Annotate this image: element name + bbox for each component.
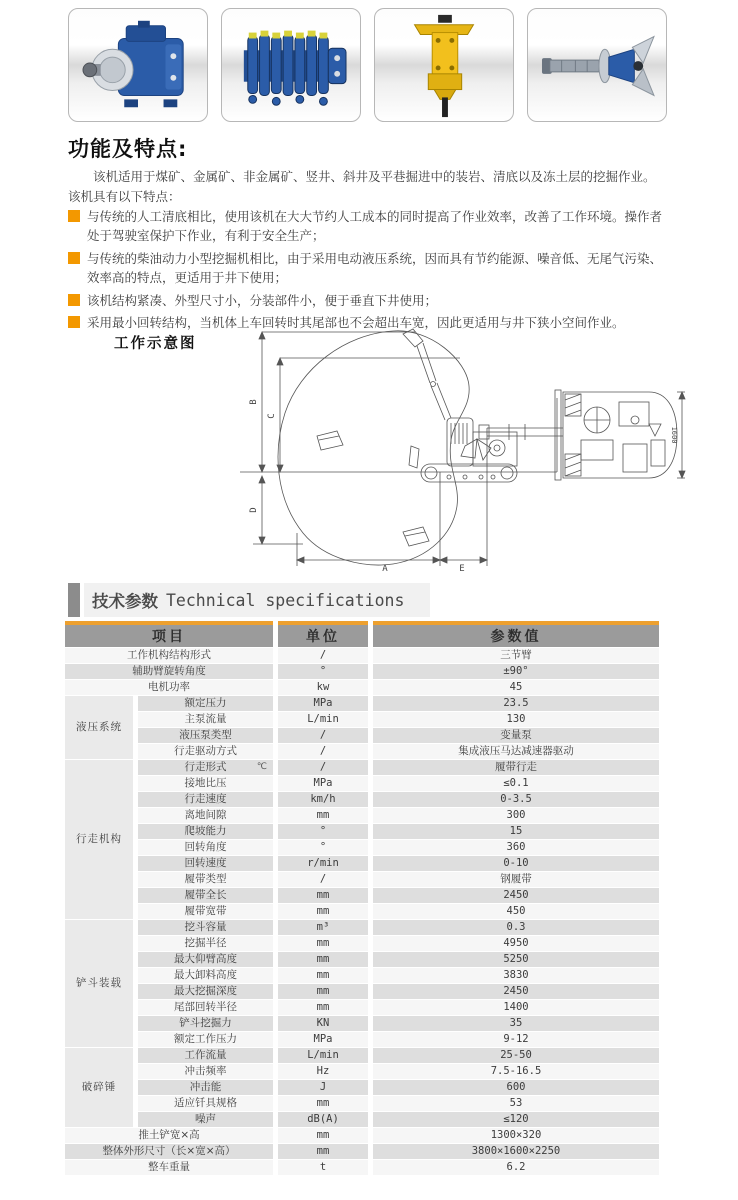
feature-list <box>68 207 668 335</box>
spec-row <box>65 1144 659 1159</box>
specs-title-en: Technical specifications <box>166 590 405 610</box>
spec-unit-cell: m³ <box>278 920 368 935</box>
spec-value-cell: 1300×320 <box>373 1128 659 1143</box>
spec-item-cell: 电机功率 <box>65 680 273 695</box>
spec-unit-cell: mm <box>278 984 368 999</box>
spec-unit-cell: MPa <box>278 776 368 791</box>
spec-value-cell: 3800×1600×2250 <box>373 1144 659 1159</box>
col-header-value: 参数值 <box>373 621 659 647</box>
spec-item-cell: 最大挖掘深度 <box>138 984 273 999</box>
spec-value-cell: 三节臂 <box>373 648 659 663</box>
spec-row <box>65 1032 659 1047</box>
spec-row <box>65 648 659 663</box>
hydraulic-breaker-image <box>375 9 513 121</box>
spec-row <box>65 1160 659 1175</box>
spec-item-cell: 履带全长 <box>138 888 273 903</box>
spec-unit-cell: mm <box>278 1096 368 1111</box>
spec-item-cell: 冲击能 <box>138 1080 273 1095</box>
spec-row <box>65 680 659 695</box>
feature-text: 采用最小回转结构，当机体上车回转时其尾部也不会超出车宽，因此更适用与井下狭小空间作业。 <box>87 314 625 330</box>
orange-bullet-icon <box>68 210 80 222</box>
spec-row <box>65 952 659 967</box>
specs-title-zh: 技术参数 <box>92 592 158 611</box>
spec-value-cell: 变量泵 <box>373 728 659 743</box>
spec-row <box>65 696 659 711</box>
spec-unit-cell: dB(A) <box>278 1112 368 1127</box>
spec-value-cell: 450 <box>373 904 659 919</box>
dim-label-b: B <box>249 399 259 405</box>
col-header-item: 项目 <box>65 621 273 647</box>
spec-item-cell: 主泵流量 <box>138 712 273 727</box>
dim-label-e: E <box>459 564 465 574</box>
spec-value-cell: 集成液压马达减速器驱动 <box>373 744 659 759</box>
spec-item-cell: 最大卸料高度 <box>138 968 273 983</box>
spec-item-cell: 工作机构结构形式 <box>65 648 273 663</box>
spec-unit-cell: mm <box>278 1144 368 1159</box>
spec-unit-cell: MPa <box>278 696 368 711</box>
spec-unit-cell: / <box>278 728 368 743</box>
spec-item-cell: 行走驱动方式 <box>138 744 273 759</box>
spec-item-cell: 整车重量 <box>65 1160 273 1175</box>
features-intro: 该机适用于煤矿、金属矿、非金属矿、竖井、斜井及平巷掘进中的装岩、清底以及冻土层的挖掘作业。该机具有以下特点： <box>68 169 656 204</box>
spec-row <box>65 936 659 951</box>
spec-value-cell: 0-10 <box>373 856 659 871</box>
feature-text: 与传统的柴油动力小型挖掘机相比，由于采用电动液压系统，因而具有节约能源、噪音低、无尾气污染、效率高的特点，更适用于井下使用； <box>87 250 663 286</box>
product-card-hydraulic-breaker[interactable] <box>374 8 514 122</box>
spec-value-cell: 53 <box>373 1096 659 1111</box>
spec-value-cell: 1400 <box>373 1000 659 1015</box>
spec-row <box>65 840 659 855</box>
spec-unit-cell: mm <box>278 968 368 983</box>
feature-text: 与传统的人工清底相比，使用该机在大大节约人工成本的同时提高了作业效率，改善了工作环境。操作者处于驾驶室保护下作业，有利于安全生产； <box>87 209 663 244</box>
spec-value-cell: 3830 <box>373 968 659 983</box>
spec-row <box>65 888 659 903</box>
spec-item-cell: 噪声 <box>138 1112 273 1127</box>
spec-item-cell: 行走速度 <box>138 792 273 807</box>
spec-item-cell: 履带类型 <box>138 872 273 887</box>
spec-value-cell: ±90° <box>373 664 659 679</box>
spec-value-cell: 2450 <box>373 984 659 999</box>
spec-row <box>65 1016 659 1031</box>
spec-item-cell: 离地间隙 <box>138 808 273 823</box>
spec-unit-cell: L/min <box>278 1048 368 1063</box>
spec-value-cell: 35 <box>373 1016 659 1031</box>
feature-item <box>68 291 668 310</box>
specs-section-title <box>84 583 430 617</box>
spec-unit-cell: Hz <box>278 1064 368 1079</box>
spec-unit-cell: / <box>278 872 368 887</box>
spec-item-cell: 尾部回转半径 <box>138 1000 273 1015</box>
spec-unit-cell: / <box>278 648 368 663</box>
spec-value-cell: 2450 <box>373 888 659 903</box>
spec-group-cell: 铲斗装载 <box>65 920 133 1047</box>
orange-bullet-icon <box>68 294 80 306</box>
spec-unit-cell: ° <box>278 664 368 679</box>
spec-row <box>65 808 659 823</box>
spec-unit-cell: MPa <box>278 1032 368 1047</box>
dim-label-d: D <box>249 507 259 513</box>
spec-item-cell: 回转角度 <box>138 840 273 855</box>
spec-value-cell: 360 <box>373 840 659 855</box>
spec-group-cell: 行走机构 <box>65 760 133 919</box>
spec-unit-cell: mm <box>278 808 368 823</box>
spec-row <box>65 872 659 887</box>
product-card-control-valve[interactable] <box>221 8 361 122</box>
spec-row <box>65 776 659 791</box>
spec-value-cell: 履带行走 <box>373 760 659 775</box>
spec-row <box>65 792 659 807</box>
spec-value-cell: 300 <box>373 808 659 823</box>
spec-item-cell: 液压泵类型 <box>138 728 273 743</box>
spec-item-cell: 适应钎具规格 <box>138 1096 273 1111</box>
dim-label-a: A <box>382 564 388 574</box>
spec-row <box>65 1048 659 1063</box>
spec-value-cell: ≤0.1 <box>373 776 659 791</box>
orange-bullet-icon <box>68 316 80 328</box>
hydraulic-pump-image <box>69 9 207 121</box>
spec-row <box>65 904 659 919</box>
spec-value-cell: 6.2 <box>373 1160 659 1175</box>
spec-value-cell: 5250 <box>373 952 659 967</box>
spec-row <box>65 920 659 935</box>
spec-value-cell: 4950 <box>373 936 659 951</box>
specs-section-header <box>68 583 430 617</box>
section-bar-icon <box>68 583 80 617</box>
spec-value-cell: ≤120 <box>373 1112 659 1127</box>
spec-item-cell: 挖掘半径 <box>138 936 273 951</box>
spec-value-cell: 15 <box>373 824 659 839</box>
spec-item-cell: 接地比压 <box>138 776 273 791</box>
spec-item-cell: 行走形式 ℃ <box>138 760 273 775</box>
spec-item-cell: 回转速度 <box>138 856 273 871</box>
feature-text: 该机结构紧凑、外型尺寸小，分装部件小，便于垂直下井使用； <box>87 292 438 308</box>
product-card-spreader-tool[interactable] <box>527 8 667 122</box>
spec-group-cell: 破碎锤 <box>65 1048 133 1127</box>
control-valve-bank-image <box>222 9 360 121</box>
spec-unit-cell: / <box>278 760 368 775</box>
spec-unit-cell: mm <box>278 936 368 951</box>
features-title: 功能及特点: <box>68 137 188 161</box>
spec-item-cell: 额定工作压力 <box>138 1032 273 1047</box>
spec-unit-cell: ° <box>278 824 368 839</box>
spec-unit-cell: km/h <box>278 792 368 807</box>
spec-unit-cell: ° <box>278 840 368 855</box>
spec-group-cell: 液压系统 <box>65 696 133 759</box>
orange-bullet-icon <box>68 252 80 264</box>
spreader-tool-image <box>528 9 666 121</box>
spec-item-cell: 额定压力 <box>138 696 273 711</box>
spec-row <box>65 968 659 983</box>
spec-row <box>65 856 659 871</box>
feature-item <box>68 249 668 288</box>
spec-item-cell: 冲击频率 <box>138 1064 273 1079</box>
spec-item-cell: 推土铲宽×高 <box>65 1128 273 1143</box>
spec-unit-cell: L/min <box>278 712 368 727</box>
spec-row <box>65 1128 659 1143</box>
spec-unit-cell: mm <box>278 904 368 919</box>
spec-unit-cell: mm <box>278 1000 368 1015</box>
product-card-hydraulic-pump[interactable] <box>68 8 208 122</box>
spec-row <box>65 744 659 759</box>
spec-item-cell: 挖斗容量 <box>138 920 273 935</box>
spec-value-cell: 7.5-16.5 <box>373 1064 659 1079</box>
specs-table <box>65 620 659 1176</box>
spec-unit-cell: t <box>278 1160 368 1175</box>
feature-item <box>68 207 668 246</box>
spec-unit-cell: kw <box>278 680 368 695</box>
spec-value-cell: 0.3 <box>373 920 659 935</box>
spec-item-cell: 整体外形尺寸（长×宽×高） <box>65 1144 273 1159</box>
spec-row <box>65 824 659 839</box>
spec-value-cell: 钢履带 <box>373 872 659 887</box>
spec-unit-cell: J <box>278 1080 368 1095</box>
spec-value-cell: 25-50 <box>373 1048 659 1063</box>
spec-item-cell: 履带宽带 <box>138 904 273 919</box>
spec-value-cell: 9-12 <box>373 1032 659 1047</box>
spec-row <box>65 1112 659 1127</box>
spec-row <box>65 1064 659 1079</box>
spec-item-cell: 辅助臂旋转角度 <box>65 664 273 679</box>
spec-unit-cell: r/min <box>278 856 368 871</box>
spec-row <box>65 1096 659 1111</box>
spec-item-cell: 工作流量 <box>138 1048 273 1063</box>
spec-header-row <box>65 621 659 647</box>
spec-row <box>65 984 659 999</box>
spec-unit-cell: KN <box>278 1016 368 1031</box>
spec-value-cell: 600 <box>373 1080 659 1095</box>
spec-row <box>65 760 659 775</box>
spec-value-cell: 130 <box>373 712 659 727</box>
spec-item-cell: 爬坡能力 <box>138 824 273 839</box>
spec-row <box>65 1000 659 1015</box>
spec-value-cell: 23.5 <box>373 696 659 711</box>
spec-row <box>65 728 659 743</box>
spec-item-note: ℃ <box>256 762 267 772</box>
diagram-title: 工作示意图 <box>114 336 197 352</box>
spec-item-cell: 铲斗挖掘力 <box>138 1016 273 1031</box>
spec-row <box>65 664 659 679</box>
spec-unit-cell: / <box>278 744 368 759</box>
dim-label-c: C <box>267 413 277 419</box>
top-view-width-dim: 1600 <box>670 426 678 444</box>
working-range-diagram <box>225 328 690 578</box>
spec-value-cell: 45 <box>373 680 659 695</box>
spec-row <box>65 1080 659 1095</box>
spec-item-cell: 最大仰臂高度 <box>138 952 273 967</box>
spec-unit-cell: mm <box>278 1128 368 1143</box>
spec-unit-cell: mm <box>278 952 368 967</box>
spec-unit-cell: mm <box>278 888 368 903</box>
spec-value-cell: 0-3.5 <box>373 792 659 807</box>
product-gallery <box>68 8 668 122</box>
col-header-unit: 单位 <box>278 621 368 647</box>
spec-row <box>65 712 659 727</box>
